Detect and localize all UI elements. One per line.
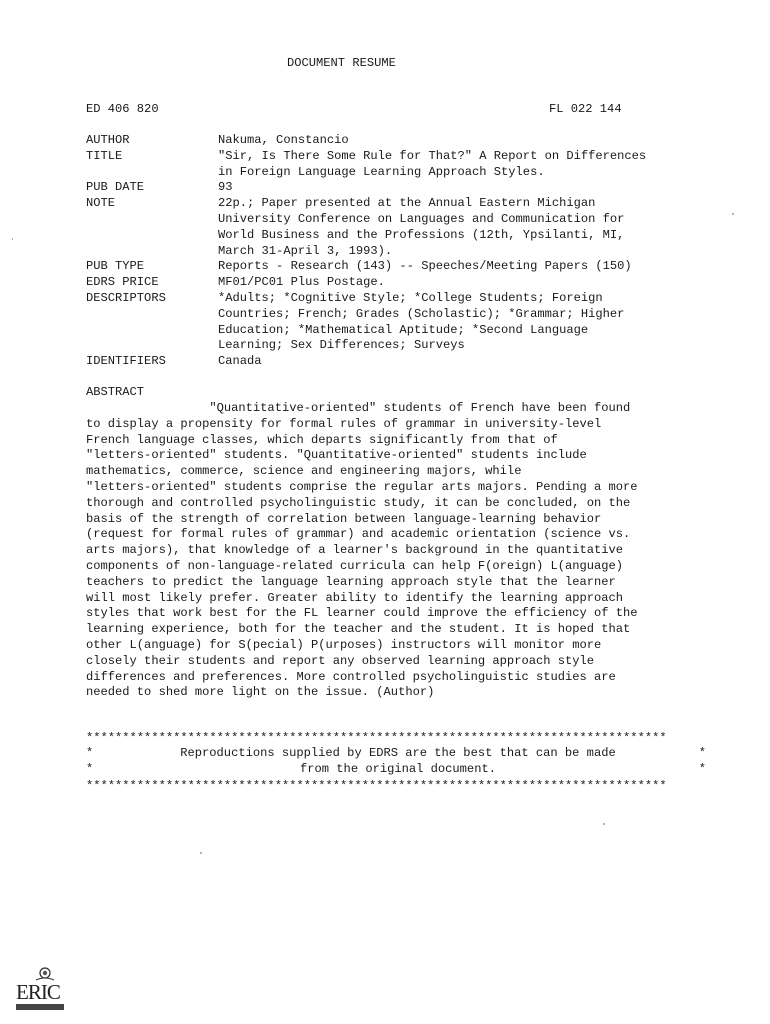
eric-logo-icon (14, 966, 68, 1012)
field-value: Canada (218, 354, 262, 369)
field-label: IDENTIFIERS (86, 354, 166, 369)
field-descriptors (86, 291, 646, 354)
star-right: * (698, 746, 706, 760)
field-label: EDRS PRICE (86, 275, 159, 290)
field-note (86, 196, 646, 259)
field-label: TITLE (86, 148, 123, 163)
field-value: *Adults; *Cognitive Style; *College Students; Foreign Countries; French; Grades (Scholastic); *Grammar; Higher Education; *Mathematical Aptitude; *Second Language Learning; Sex Differences; Surveys (218, 290, 625, 353)
field-label: DESCRIPTORS (86, 290, 166, 305)
star-left: * (86, 746, 94, 760)
reproduction-text-1: Reproductions supplied by EDRS are the best that can be made (180, 746, 616, 760)
star-left: * (86, 762, 94, 776)
scan-speck (732, 213, 734, 215)
star-right: * (698, 762, 706, 776)
field-value: 22p.; Paper presented at the Annual Eastern Michigan University Conference on Languages and Communication for World Business and the Professions (12th, Ypsilanti, MI, March 31-April 3, 1993). (218, 196, 625, 258)
scan-speck (603, 823, 605, 825)
bibliographic-fields (86, 133, 646, 370)
star-border-bottom: ******************************************************************************** (86, 779, 667, 793)
fl-number: FL 022 144 (549, 102, 622, 116)
reproduction-line-2 (86, 762, 710, 778)
field-value: Nakuma, Constancio (218, 133, 349, 147)
reproduction-line-1 (86, 746, 710, 762)
field-label: AUTHOR (86, 133, 130, 147)
scan-speck (12, 238, 13, 240)
star-border-top: ******************************************************************************** (86, 731, 667, 745)
field-edrs-price (86, 275, 646, 291)
field-value: MF01/PC01 Plus Postage. (218, 275, 385, 290)
field-author (86, 133, 646, 149)
abstract-text: "Quantitative-oriented" students of French have been found to display a propensity for formal rules of grammar in university-level French language classes, which departs significantly from that of "letters-oriented" students. "Quantitative-oriented" students include mathematics, commerce, science and engineering majors, while "letters-oriented" students comprise the regular arts majors. Pending a more thorough and controlled psycholinguistic study, it can be concluded, on the basis of the strength of correlation between language-learning behavior (request for formal rules of grammar) and academic orientation (science vs. arts majors), that knowledge of a learner's background in the quantitative components of non-language-related curricula can help F(oreign) L(anguage) teachers to predict the language learning approach style that the learner will most likely prefer. Greater ability to identify the learning approach styles that work best for the FL learner could improve the efficiency of the learning experience, both for the teacher and the student. It is hoped that other L(anguage) for S(pecial) P(urposes) instructors will monitor more closely their students and report any observed learning approach style differences and preferences. More controlled psycholinguistic studies are needed to shed more light on the issue. (Author) (86, 401, 638, 700)
field-label: PUB TYPE (86, 259, 145, 274)
ed-number: ED 406 820 (86, 102, 159, 116)
scan-speck (200, 852, 202, 854)
reproduction-text-2: from the original document. (300, 762, 496, 776)
field-value: 93 (218, 180, 233, 195)
field-title (86, 149, 646, 181)
field-value: "Sir, Is There Some Rule for That?" A Report on Differences in Foreign Language Learning Approach Styles. (218, 148, 647, 179)
field-pub-date (86, 180, 646, 196)
abstract-heading: ABSTRACT (86, 385, 145, 399)
field-value: Reports - Research (143) -- Speeches/Meeting Papers (150) (218, 259, 632, 274)
svg-text:ERIC: ERIC (16, 980, 60, 1004)
document-title: DOCUMENT RESUME (287, 56, 396, 70)
reproduction-notice (86, 730, 710, 794)
field-label: PUB DATE (86, 180, 145, 195)
field-label: NOTE (86, 196, 116, 211)
field-pub-type (86, 259, 646, 275)
field-identifiers (86, 354, 646, 370)
